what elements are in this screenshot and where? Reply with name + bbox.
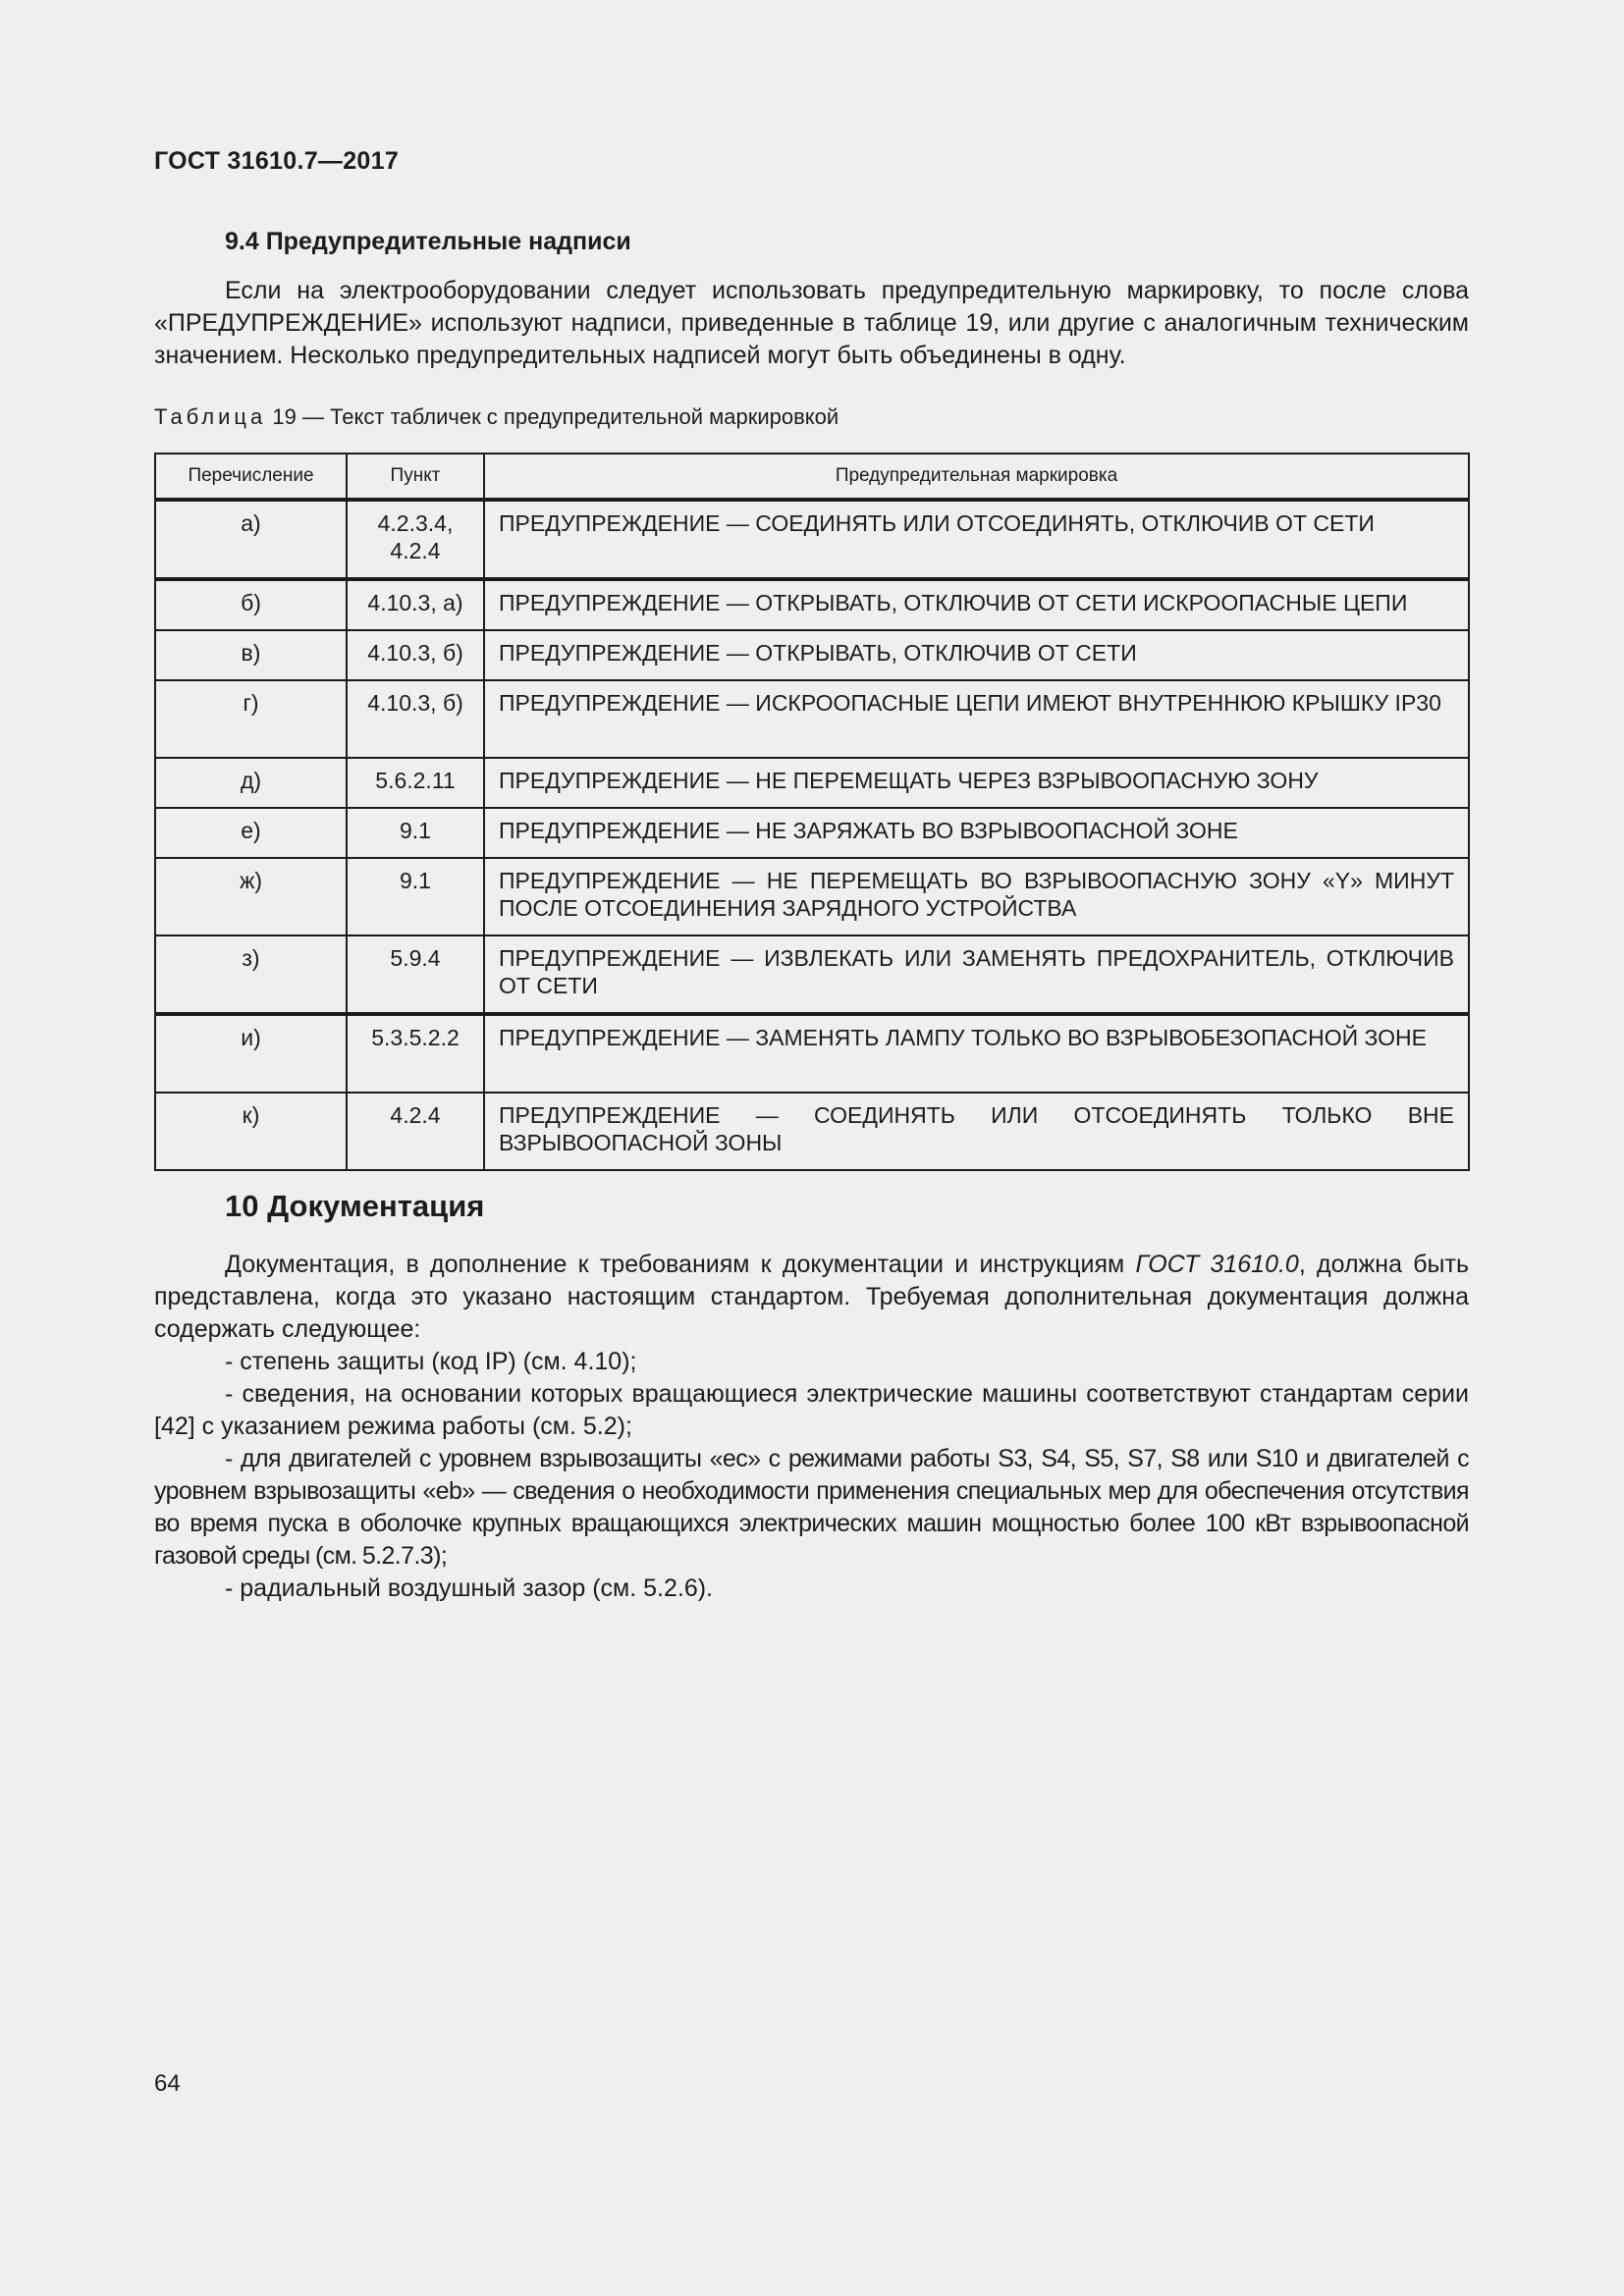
row-clause: 9.1 [347,808,484,858]
row-marking: ПРЕДУПРЕЖДЕНИЕ — НЕ ПЕРЕМЕЩАТЬ ЧЕРЕЗ ВЗРЫВООПАСНУЮ ЗОНУ [484,758,1469,808]
table-row [155,1014,1469,1093]
row-enumeration: ж) [155,858,347,935]
section-9-4-title: 9.4 Предупредительные надписи [225,228,631,255]
table-row [155,630,1469,680]
table-header-row [155,454,1469,500]
row-marking: ПРЕДУПРЕЖДЕНИЕ — НЕ ПЕРЕМЕЩАТЬ ВО ВЗРЫВООПАСНУЮ ЗОНУ «Y» МИНУТ ПОСЛЕ ОТСОЕДИНЕНИЯ ЗАРЯДНОГО УСТРОЙСТВА [484,858,1469,935]
table-row [155,808,1469,858]
row-clause: 4.10.3, б) [347,680,484,758]
standard-reference: ГОСТ 31610.0 [1135,1251,1299,1278]
row-marking: ПРЕДУПРЕЖДЕНИЕ — ОТКРЫВАТЬ, ОТКЛЮЧИВ ОТ СЕТИ [484,630,1469,680]
row-enumeration: а) [155,500,347,579]
row-enumeration: д) [155,758,347,808]
row-enumeration: з) [155,935,347,1014]
table-row [155,1093,1469,1170]
section-10-paragraph [154,1249,1469,1346]
row-enumeration: е) [155,808,347,858]
table-19-caption [154,404,839,430]
row-marking: ПРЕДУПРЕЖДЕНИЕ — СОЕДИНЯТЬ ИЛИ ОТСОЕДИНЯТЬ, ОТКЛЮЧИВ ОТ СЕТИ [484,500,1469,579]
header-marking: Предупредительная маркировка [484,454,1469,500]
row-clause: 5.6.2.11 [347,758,484,808]
row-marking: ПРЕДУПРЕЖДЕНИЕ — СОЕДИНЯТЬ ИЛИ ОТСОЕДИНЯТЬ ТОЛЬКО ВНЕ ВЗРЫВООПАСНОЙ ЗОНЫ [484,1093,1469,1170]
row-clause: 4.10.3, б) [347,630,484,680]
row-marking: ПРЕДУПРЕЖДЕНИЕ — ОТКРЫВАТЬ, ОТКЛЮЧИВ ОТ СЕТИ ИСКРООПАСНЫЕ ЦЕПИ [484,579,1469,630]
row-enumeration: и) [155,1014,347,1093]
row-clause: 5.3.5.2.2 [347,1014,484,1093]
section-9-4-paragraph [154,275,1469,372]
section-9-4-text: Если на электрооборудовании следует использовать предупредительную маркировку, то после слова «ПРЕДУПРЕЖДЕНИЕ» используют надписи, приведенные в таблице 19, или другие с аналогичным техническим значением. Несколько предупредительных надписей могут быть объединены в одну. [154,277,1469,369]
row-enumeration: г) [155,680,347,758]
row-marking: ПРЕДУПРЕЖДЕНИЕ — ИЗВЛЕКАТЬ ИЛИ ЗАМЕНЯТЬ ПРЕДОХРАНИТЕЛЬ, ОТКЛЮЧИВ ОТ СЕТИ [484,935,1469,1014]
row-enumeration: б) [155,579,347,630]
row-clause: 9.1 [347,858,484,935]
list-item: - радиальный воздушный зазор (см. 5.2.6). [225,1575,713,1602]
row-clause: 5.9.4 [347,935,484,1014]
table-row [155,758,1469,808]
table-caption-label: Таблица [154,404,267,429]
table-row [155,579,1469,630]
list-item: - сведения, на основании которых вращающиеся электрические машины соответствуют стандартам серии [42] с указанием режима работы (см. 5.2); [154,1380,1469,1440]
row-enumeration: к) [155,1093,347,1170]
row-enumeration: в) [155,630,347,680]
header-enumeration: Перечисление [155,454,347,500]
table-row [155,680,1469,758]
row-clause: 4.2.4 [347,1093,484,1170]
row-clause: 4.10.3, а) [347,579,484,630]
section-10-title: 10 Документация [225,1189,485,1223]
section-10-text-after: , должна быть представлена, когда это указано настоящим стандартом. Требуемая дополнительная документация должна содержать следующее: [154,1251,1469,1343]
list-item: - для двигателей с уровнем взрывозащиты «ес» с режимами работы S3, S4, S5, S7, S8 или S10 и двигателей с уровнем взрывозащиты «eb» — сведения о необходимости применения специальных мер для обеспечения отсутствия во время пуска в оболочке крупных вращающихся электрических машин мощностью более 100 кВт взрывоопасной газовой среды (см. 5.2.7.3); [154,1445,1469,1570]
row-marking: ПРЕДУПРЕЖДЕНИЕ — ЗАМЕНЯТЬ ЛАМПУ ТОЛЬКО ВО ВЗРЫВОБЕЗОПАСНОЙ ЗОНЕ [484,1014,1469,1093]
page-number: 64 [154,2070,181,2097]
list-item: - степень защиты (код IP) (см. 4.10); [225,1348,637,1375]
standard-designation: ГОСТ 31610.7—2017 [154,147,400,175]
row-marking: ПРЕДУПРЕЖДЕНИЕ — НЕ ЗАРЯЖАТЬ ВО ВЗРЫВООПАСНОЙ ЗОНЕ [484,808,1469,858]
table-row [155,858,1469,935]
row-marking: ПРЕДУПРЕЖДЕНИЕ — ИСКРООПАСНЫЕ ЦЕПИ ИМЕЮТ ВНУТРЕННЮЮ КРЫШКУ IP30 [484,680,1469,758]
section-10-text-before: Документация, в дополнение к требованиям к документации и инструкциям [225,1251,1136,1278]
table-row [155,935,1469,1014]
table-caption-text: 19 — Текст табличек с предупредительной маркировкой [266,404,839,429]
row-clause: 4.2.3.4, 4.2.4 [347,500,484,579]
warning-markings-table [154,453,1470,1171]
table-row [155,500,1469,579]
documentation-list [154,1346,1469,1605]
header-clause: Пункт [347,454,484,500]
